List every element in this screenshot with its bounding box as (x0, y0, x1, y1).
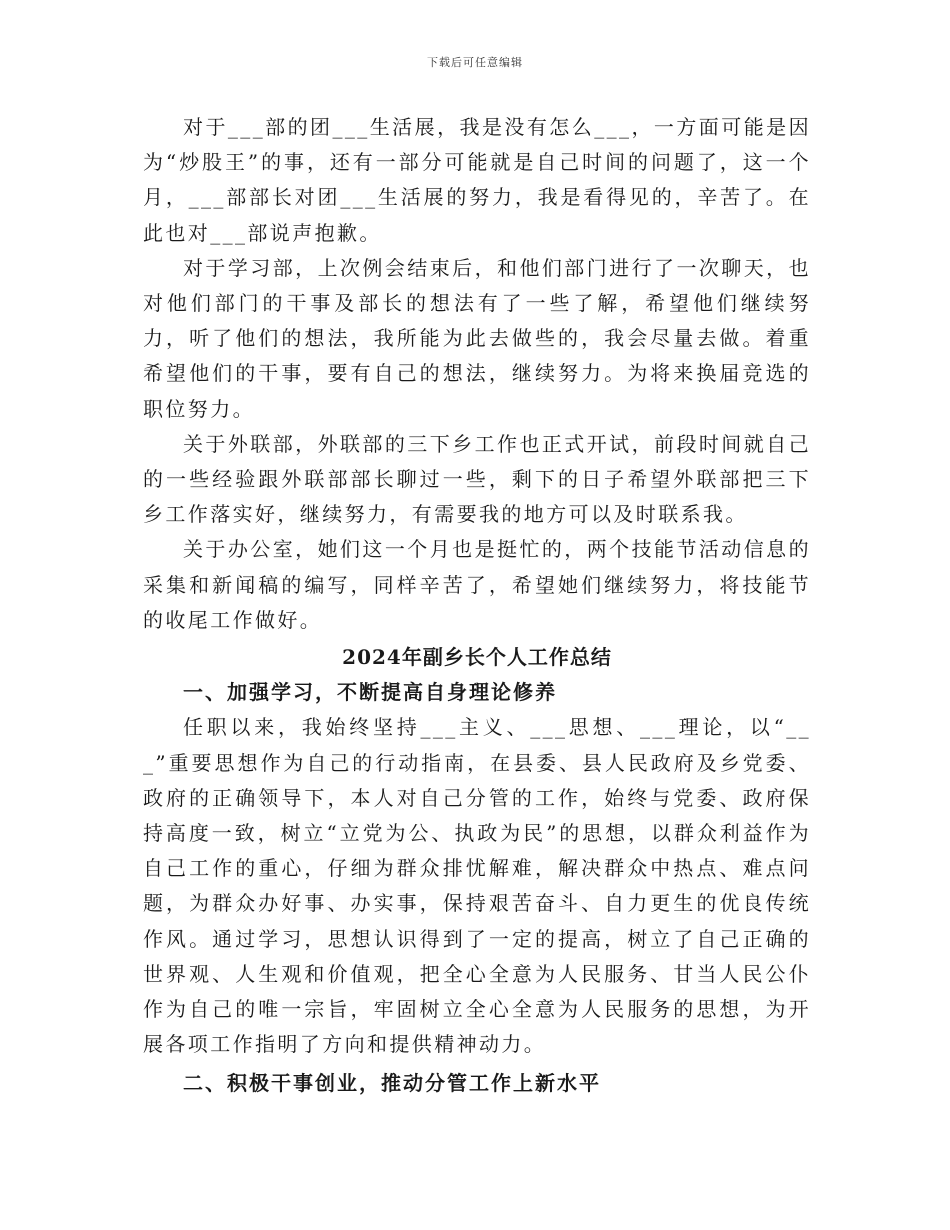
section-heading-2: 二、积极干事创业，推动分管工作上新水平 (183, 1071, 601, 1096)
document-title: 2024年副乡长个人工作总结 (342, 645, 612, 670)
section-heading-1: 一、加强学习，不断提高自身理论修养 (183, 680, 557, 705)
paragraph-study-dept: 对于学习部，上次例会结束后，和他们部门进行了一次聊天，也对他们部门的干事及部长的想法有了一些了解，希望他们继续努力，听了他们的想法，我所能为此去做些的，我会尽量去做。着重希望他们的干事，要有自己的想法，继续努力。为将来换届竞选的职位努力。 (143, 255, 811, 421)
paragraph-liaison-dept: 关于外联部，外联部的三下乡工作也正式开试，前段时间就自己的一些经验跟外联部部长聊过一些，剩下的日子希望外联部把三下乡工作落实好，继续努力，有需要我的地方可以及时联系我。 (143, 431, 811, 527)
section-1-paragraph: 任职以来，我始终坚持___主义、___思想、___理论，以“___”重要思想作为自己的行动指南，在县委、县人民政府及乡党委、政府的正确领导下，本人对自己分管的工作，始终与党委、政府保持高度一致，树立“立党为公、执政为民”的思想，以群众利益作为自己工作的重心，仔细为群众排忧解难，解决群众中热点、难点问题，为群众办好事、办实事，保持艰苦奋斗、自力更生的优良传统作风。通过学习，思想认识得到了一定的提高，树立了自己正确的世界观、人生观和价值观，把全心全意为人民服务、甘当人民公仆作为自己的唯一宗旨，牢固树立全心全意为人民服务的思想，为开展各项工作指明了方向和提供精神动力。 (143, 715, 811, 1057)
document-body (143, 110, 811, 1102)
page-header-note: 下载后可任意编辑 (427, 56, 523, 69)
paragraph-tuan-life: 对于___部的团___生活展，我是没有怎么___，一方面可能是因为“炒股王”的事，还有一部分可能就是自己时间的问题了，这一个月，___部部长对团___生活展的努力，我是看得见的，辛苦了。在此也对___部说声抱歉。 (143, 115, 811, 245)
paragraph-office: 关于办公室，她们这一个月也是挺忙的，两个技能节活动信息的采集和新闻稿的编写，同样辛苦了，希望她们继续努力，将技能节的收尾工作做好。 (143, 537, 811, 632)
